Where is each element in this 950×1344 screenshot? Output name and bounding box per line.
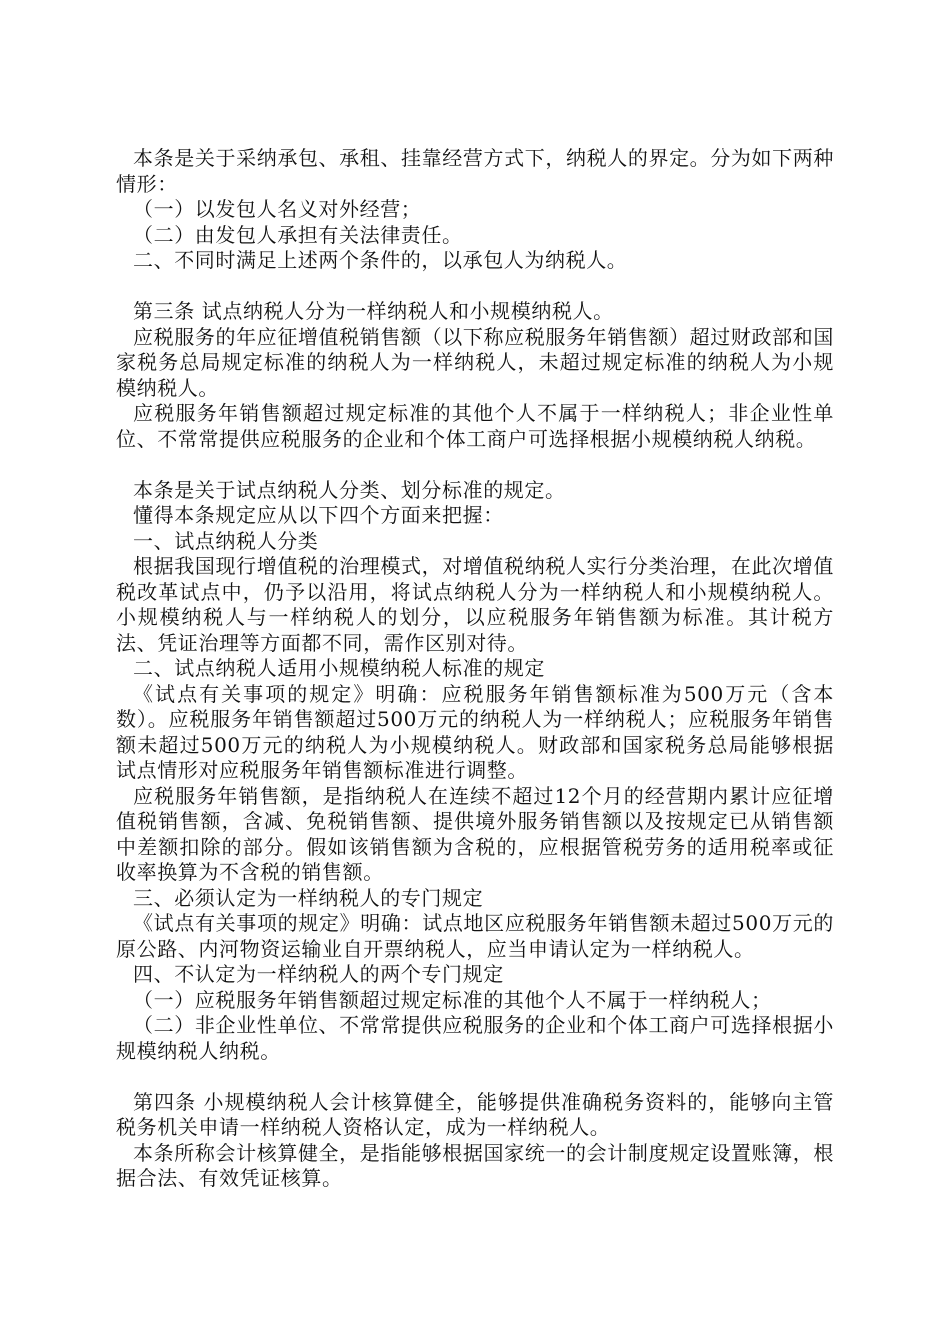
paragraph: 应税服务的年应征增值税销售额（以下称应税服务年销售额）超过财政部和国家税务总局规定标准的纳税人为一样纳税人，未超过规定标准的纳税人为小规模纳税人。: [116, 324, 834, 400]
paragraph: （二）非企业性单位、不常常提供应税服务的企业和个体工商户可选择根据小规模纳税人纳税。: [116, 1013, 834, 1063]
paragraph: 二、不同时满足上述两个条件的，以承包人为纳税人。: [133, 248, 628, 272]
paragraph: （一）以发包人名义对外经营；: [133, 197, 422, 221]
paragraph: 应税服务年销售额，是指纳税人在连续不超过12个月的经营期内累计应征增值税销售额，含减、免税销售额、提供境外服务销售额以及按规定已从销售额中差额扣除的部分。假如该销售额为含税的，应根据管税劳务的适用税率或征收率换算为不含税的销售额。: [116, 783, 834, 884]
paragraph-gap: [116, 274, 834, 300]
paragraph: 第三条 试点纳税人分为一样纳税人和小规模纳税人。: [133, 299, 614, 323]
paragraph: 懂得本条规定应从以下四个方面来把握：: [133, 503, 504, 527]
paragraph: 本条是关于采纳承包、承租、挂靠经营方式下，纳税人的界定。分为如下两种情形：: [116, 146, 834, 196]
paragraph: 本条所称会计核算健全，是指能够根据国家统一的会计制度规定设置账簿，根据合法、有效凭证核算。: [116, 1140, 834, 1190]
paragraph: 《试点有关事项的规定》明确：试点地区应税服务年销售额未超过500万元的原公路、内河物资运输业自开票纳税人，应当申请认定为一样纳税人。: [116, 911, 834, 961]
paragraph-gap: [116, 1064, 834, 1090]
paragraph: （一）应税服务年销售额超过规定标准的其他个人不属于一样纳税人；: [133, 987, 772, 1012]
paragraph: 《试点有关事项的规定》明确：应税服务年销售额标准为500万元（含本数）。应税服务年销售额超过500万元的纳税人为一样纳税人；应税服务年销售额未超过500万元的纳税人为小规模纳税人。财政部和国家税务总局能够根据试点情形对应税服务年销售额标准进行调整。: [116, 681, 834, 782]
paragraph-gap: [116, 452, 834, 478]
paragraph: 一、试点纳税人分类: [133, 528, 319, 553]
paragraph: 本条是关于试点纳税人分类、划分标准的规定。: [133, 477, 566, 502]
paragraph: 应税服务年销售额超过规定标准的其他个人不属于一样纳税人；非企业性单位、不常常提供应税服务的企业和个体工商户可选择根据小规模纳税人纳税。: [116, 401, 834, 451]
paragraph: 二、试点纳税人适用小规模纳税人标准的规定: [133, 656, 545, 680]
paragraph: 根据我国现行增值税的治理模式，对增值税纳税人实行分类治理，在此次增值税改革试点中，仍予以沿用，将试点纳税人分为一样纳税人和小规模纳税人。小规模纳税人与一样纳税人的划分，以应税服务年销售额为标准。其计税方法、凭证治理等方面都不同，需作区别对待。: [116, 554, 834, 655]
paragraph: 第四条 小规模纳税人会计核算健全，能够提供准确税务资料的，能够向主管税务机关申请一样纳税人资格认定，成为一样纳税人。: [116, 1089, 834, 1139]
paragraph: 四、不认定为一样纳税人的两个专门规定: [133, 962, 504, 986]
paragraph: 三、必须认定为一样纳税人的专门规定: [133, 885, 484, 910]
document-body: [116, 146, 834, 1192]
paragraph: （二）由发包人承担有关法律责任。: [133, 222, 463, 247]
